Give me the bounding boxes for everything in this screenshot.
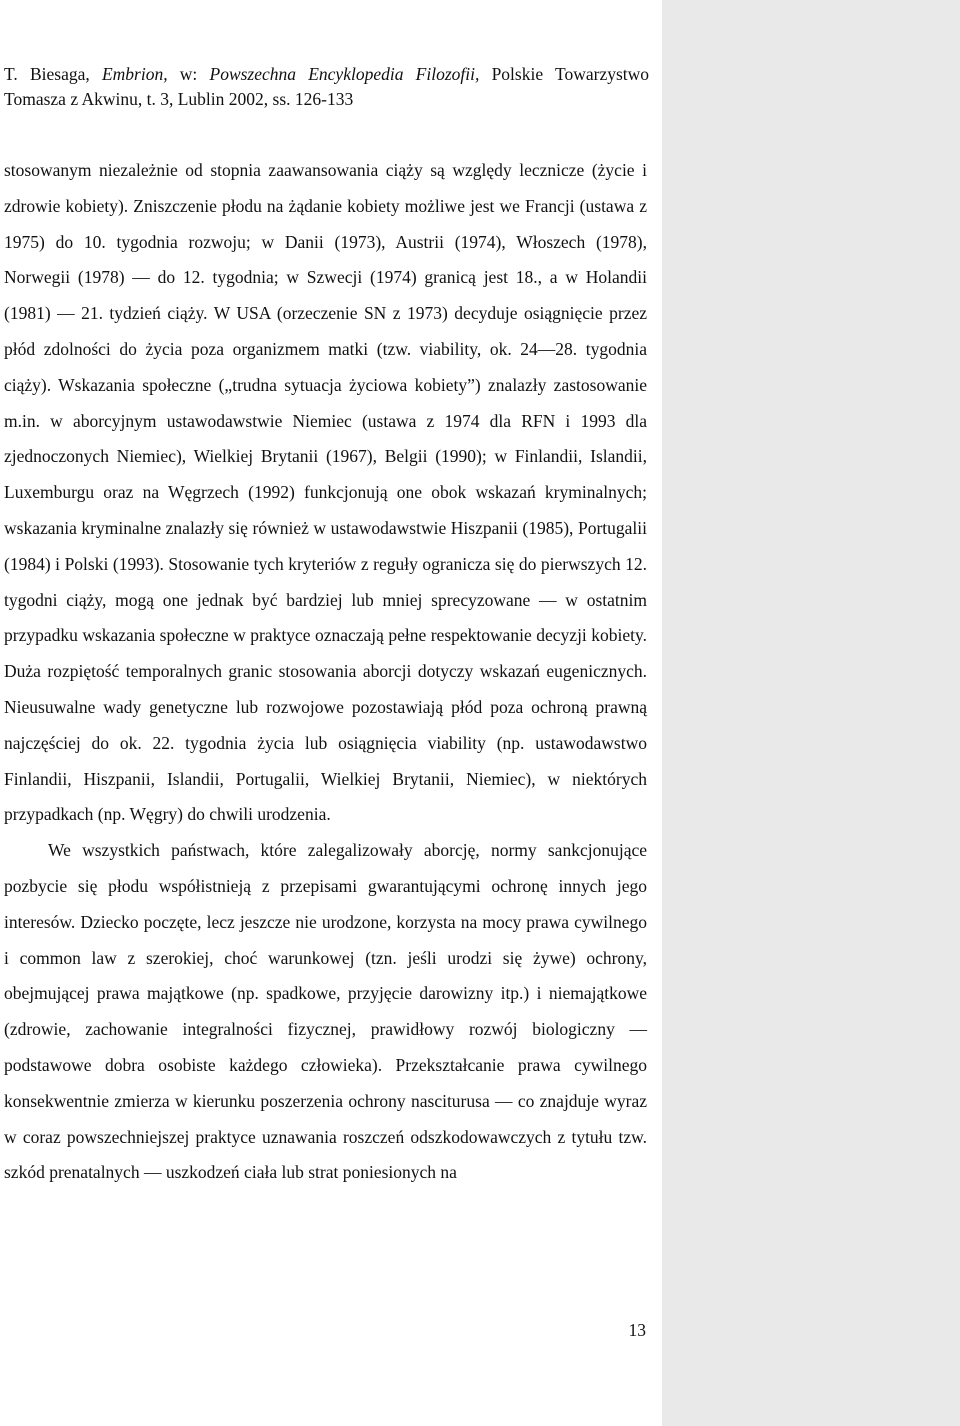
comment-margin xyxy=(662,0,960,1426)
paragraph-1: stosowanym niezależnie od stopnia zaawansowania ciąży są względy lecznicze (życie i zdrowie kobiety). Zniszczenie płodu na żądanie kobiety możliwe jest we Francji (ustawa z 1975) do 10. tygodnia rozwoju; w Danii (1973), Austrii (1974), Włoszech (1978), Norwegii (1978) — do 12. tygodnia; w Szwecji (1974) granicą jest 18., a w Holandii (1981) — 21. tydzień ciąży. W USA (orzeczenie SN z 1973) decyduje osiągnięcie przez płód zdolności do życia poza organizmem matki (tzw. viability, ok. 24—28. tygodnia ciąży). Wskazania społeczne („trudna sytuacja życiowa kobiety”) znalazły zastosowanie m.in. w aborcyjnym ustawodawstwie Niemiec (ustawa z 1974 dla RFN i 1993 dla zjednoczonych Niemiec), Wielkiej Brytanii (1967), Belgii (1990); w Finlandii, Islandii, Luxemburgu oraz na Węgrzech (1992) funkcjonują one obok wskazań kryminalnych; wskazania kryminalne znalazły się również w ustawodawstwie Hiszpanii (1985), Portugalii (1984) i Polski (1993). Stosowanie tych kryteriów z reguły ogranicza się do pierwszych 12. tygodni ciąży, mogą one jednak być bardziej lub mniej sprecyzowane — w ostatnim przypadku wskazania społeczne w praktyce oznaczają pełne respektowanie decyzji kobiety. Duża rozpiętość temporalnych granic stosowania aborcji dotyczy wskazań eugenicznych. Nieusuwalne wady genetyczne lub rozwojowe pozostawiają płód poza ochroną prawną najczęściej do ok. 22. tygodnia życia lub osiągnięcia viability (np. ustawodawstwo Finlandii, Hiszpanii, Islandii, Portugalii, Wielkiej Brytanii, Niemiec), w niektórych przypadkach (np. Węgry) do chwili urodzenia. xyxy=(4,160,647,825)
citation-connector: w: xyxy=(167,64,210,84)
body-text xyxy=(4,153,647,1191)
page-number: 13 xyxy=(628,1320,646,1340)
citation-publisher: Polskie Towarzystwo Tomasza z Akwinu, t. 3, Lublin 2002, ss. 126-133 xyxy=(4,64,650,109)
paragraph-2: We wszystkich państwach, które zalegalizowały aborcję, normy sankcjonujące pozbycie się płodu współistnieją z przepisami gwarantującymi ochronę innych jego interesów. Dziecko poczęte, lecz jeszcze nie urodzone, korzysta na mocy prawa cywilnego i common law z szerokiej, choć warunkowej (tzn. jeśli urodzi się żywe) ochrony, obejmującej prawa majątkowe (np. spadkowe, przyjęcie darowizny itp.) i niemajątkowe (zdrowie, zachowanie integralności fizycznej, prawidłowy rozwój biologiczny — podstawowe dobra osobiste każdego człowieka). Przekształcanie prawa cywilnego konsekwentnie zmierza w kierunku poszerzenia ochrony nasciturusa — co znajduje wyraz w coraz powszechniejszej praktyce uznawania roszczeń odszkodowawczych z tytułu tzw. szkód prenatalnych — uszkodzeń ciała lub strat poniesionych na xyxy=(4,840,647,1183)
citation-text xyxy=(4,62,649,112)
citation-title: Embrion, xyxy=(101,64,168,84)
citation-author: T. Biesaga, xyxy=(4,64,102,84)
citation-header xyxy=(4,62,649,112)
citation-encyclopedia: Powszechna Encyklopedia Filozofii, xyxy=(209,64,480,84)
